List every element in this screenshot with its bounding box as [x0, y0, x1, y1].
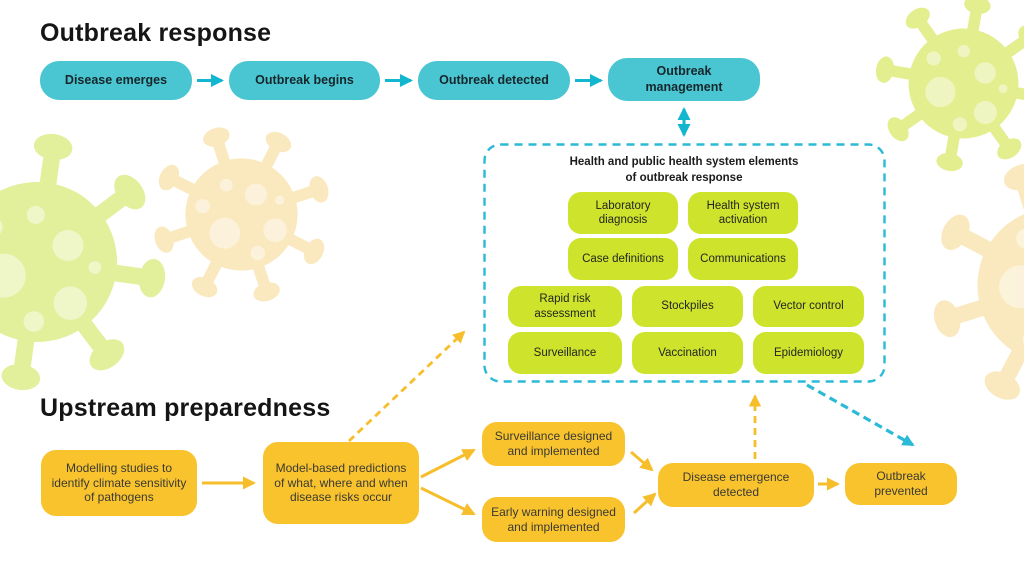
element-box-communications: Communications — [688, 238, 798, 280]
element-box-surveillance: Surveillance — [508, 332, 622, 374]
element-box-health-system-activation: Health system activation — [688, 192, 798, 234]
upstream-preparedness-title: Upstream preparedness — [40, 394, 331, 422]
flow-box-model-based-predictions: Model-based predictions of what, where and when disease risks occur — [263, 442, 419, 524]
element-box-laboratory-diagnosis: Laboratory diagnosis — [568, 192, 678, 234]
flow-box-surveillance-designed: Surveillance designed and implemented — [482, 422, 625, 466]
flow-box-outbreak-begins: Outbreak begins — [229, 61, 380, 100]
response-elements-panel — [483, 143, 886, 383]
teal-dashed-arrow — [807, 385, 913, 445]
element-box-vector-control: Vector control — [753, 286, 864, 327]
virus-icon — [917, 147, 1024, 424]
flow-box-modelling-studies: Modelling studies to identify climate sensitivity of pathogens — [41, 450, 197, 516]
element-box-stockpiles: Stockpiles — [632, 286, 743, 327]
element-box-epidemiology: Epidemiology — [753, 332, 864, 374]
virus-icon — [142, 115, 341, 314]
outbreak-response-title: Outbreak response — [40, 19, 272, 47]
flow-box-outbreak-prevented: Outbreak prevented — [845, 463, 957, 505]
flow-box-disease-emerges: Disease emerges — [40, 61, 192, 100]
element-box-rapid-risk-assessment: Rapid risk assessment — [508, 286, 622, 327]
element-box-case-definitions: Case definitions — [568, 238, 678, 280]
flow-box-early-warning-designed: Early warning designed and implemented — [482, 497, 625, 542]
flow-box-disease-emergence-detected: Disease emergence detected — [658, 463, 814, 507]
element-box-vaccination: Vaccination — [632, 332, 743, 374]
flow-box-outbreak-detected: Outbreak detected — [418, 61, 570, 100]
flow-box-outbreak-management: Outbreak management — [608, 58, 760, 101]
panel-heading: Health and public health system elements of outbreak response — [569, 156, 799, 184]
